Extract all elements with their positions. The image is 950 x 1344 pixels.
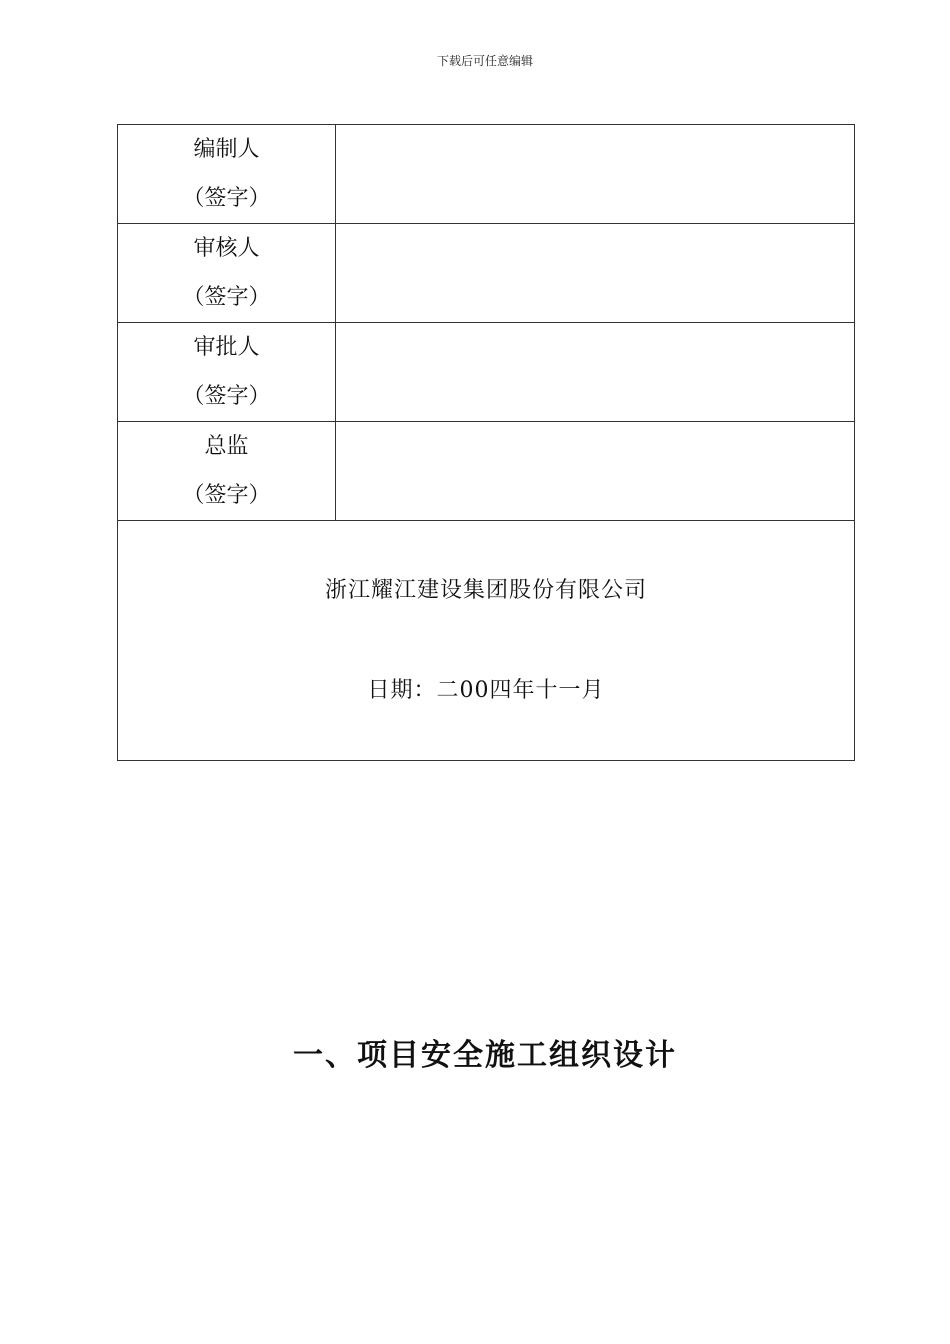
table-row xyxy=(118,323,855,422)
role-cell xyxy=(118,224,336,323)
role-label: 总监 xyxy=(204,434,249,459)
sign-note: （签字） xyxy=(182,186,271,211)
sign-note: （签字） xyxy=(182,285,271,310)
role-label: 审批人 xyxy=(193,335,260,360)
table-row xyxy=(118,521,855,761)
role-label: 审核人 xyxy=(193,236,260,261)
sign-note: （签字） xyxy=(182,384,271,409)
signature-table xyxy=(117,124,855,761)
role-cell xyxy=(118,323,336,422)
signature-field[interactable] xyxy=(336,224,855,323)
table-row xyxy=(118,422,855,521)
signature-field[interactable] xyxy=(336,422,855,521)
page-header: 下载后可任意编辑 xyxy=(436,54,533,68)
company-name: 浙江耀江建设集团股份有限公司 xyxy=(324,578,647,603)
role-label: 编制人 xyxy=(193,137,260,162)
table-row xyxy=(118,125,855,224)
signature-field[interactable] xyxy=(336,125,855,224)
sign-note: （签字） xyxy=(182,483,271,508)
signature-field[interactable] xyxy=(336,323,855,422)
role-cell xyxy=(118,125,336,224)
table-row xyxy=(118,224,855,323)
company-date-cell xyxy=(118,521,855,761)
role-cell xyxy=(118,422,336,521)
date-line: 日期：二00四年十一月 xyxy=(367,678,605,703)
section-heading: 一、项目安全施工组织设计 xyxy=(293,1038,677,1073)
